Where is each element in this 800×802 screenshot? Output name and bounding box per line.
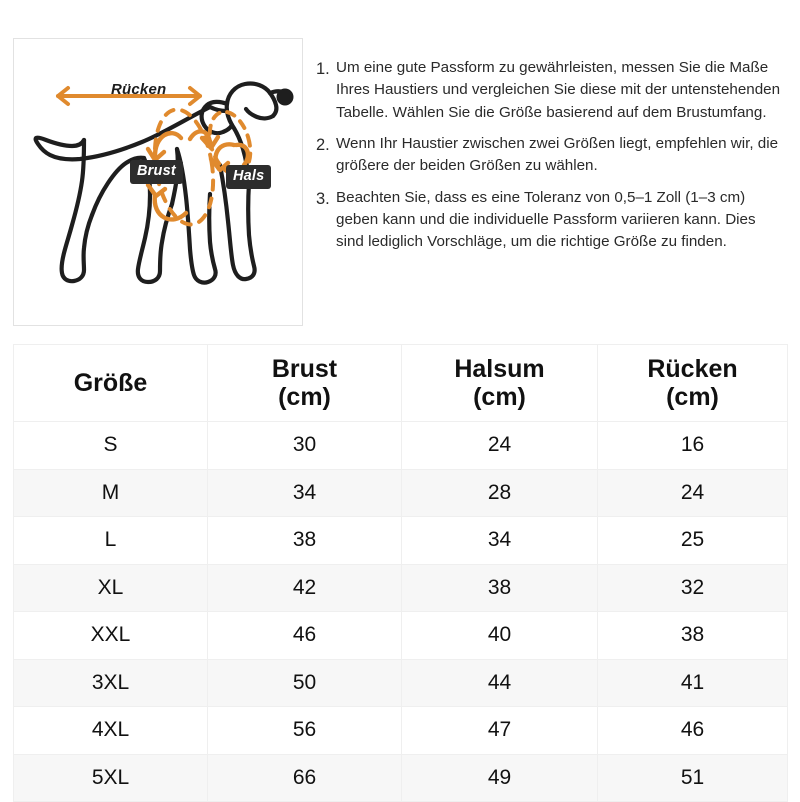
cell-chest: 66 (208, 754, 402, 802)
cell-neck: 44 (402, 659, 598, 707)
cell-back: 41 (598, 659, 788, 707)
table-row (14, 564, 788, 612)
cell-chest: 56 (208, 707, 402, 755)
instruction-text: Um eine gute Passform zu gewährleisten, messen Sie die Maße Ihres Haustiers und vergleichen Sie diese mit der untenstehenden Tabelle. Wählen Sie die Größe basierend auf dem Brustumfang. (336, 59, 781, 121)
table-row (14, 612, 788, 660)
cell-neck: 40 (402, 612, 598, 660)
instruction-number: 1. (316, 60, 330, 78)
column-header-back-line1: Rücken (647, 355, 738, 383)
instruction-number: 3. (316, 189, 330, 208)
dog-measurement-diagram (13, 38, 303, 326)
cell-chest: 46 (208, 612, 402, 660)
column-header-neck (402, 345, 598, 422)
cell-chest: 30 (208, 422, 402, 470)
table-row (14, 707, 788, 755)
cell-size: XL (14, 564, 208, 612)
top-section (0, 0, 800, 338)
instruction-item (316, 187, 786, 254)
cell-size: 5XL (14, 754, 208, 802)
cell-size: 3XL (14, 659, 208, 707)
cell-chest: 50 (208, 659, 402, 707)
cell-size: L (14, 517, 208, 565)
cell-size: M (14, 469, 208, 517)
back-measure-label: Rücken (111, 81, 167, 98)
cell-chest: 42 (208, 564, 402, 612)
cell-back: 32 (598, 564, 788, 612)
column-header-back-unit: (cm) (666, 383, 719, 411)
chest-measure-label: Brust (130, 160, 183, 184)
table-row (14, 754, 788, 802)
table-header (14, 345, 788, 422)
table-row (14, 469, 788, 517)
cell-back: 25 (598, 517, 788, 565)
column-header-chest (208, 345, 402, 422)
sizing-instructions-list (316, 57, 786, 263)
cell-neck: 24 (402, 422, 598, 470)
cell-back: 38 (598, 612, 788, 660)
cell-back: 24 (598, 469, 788, 517)
instruction-number: 2. (316, 136, 330, 155)
instruction-item (316, 57, 786, 124)
column-header-chest-line1: Brust (271, 355, 338, 383)
cell-size: 4XL (14, 707, 208, 755)
instruction-text: Beachten Sie, dass es eine Toleranz von 0,5–1 Zoll (1–3 cm) geben kann und die individuelle Passform variieren kann. Dies sind lediglich Vorschläge, um die richtige Größe zu finden. (336, 188, 756, 251)
table-header-row (14, 345, 788, 422)
dog-nose (277, 89, 294, 106)
table-row (14, 422, 788, 470)
column-header-size-line1: Größe (73, 369, 148, 397)
cell-chest: 34 (208, 469, 402, 517)
cell-back: 16 (598, 422, 788, 470)
cell-size: S (14, 422, 208, 470)
size-chart-table (13, 344, 788, 802)
column-header-neck-unit: (cm) (473, 383, 526, 411)
cell-size: XXL (14, 612, 208, 660)
column-header-neck-line1: Halsum (454, 355, 545, 383)
column-header-chest-unit: (cm) (278, 383, 331, 411)
cell-neck: 47 (402, 707, 598, 755)
cell-neck: 34 (402, 517, 598, 565)
column-header-size (14, 345, 208, 422)
cell-neck: 38 (402, 564, 598, 612)
neck-measure-label: Hals (226, 165, 271, 189)
cell-chest: 38 (208, 517, 402, 565)
table-row (14, 517, 788, 565)
cell-back: 51 (598, 754, 788, 802)
instruction-item (316, 133, 786, 178)
column-header-back (598, 345, 788, 422)
cell-neck: 49 (402, 754, 598, 802)
cell-back: 46 (598, 707, 788, 755)
instruction-text: Wenn Ihr Haustier zwischen zwei Größen liegt, empfehlen wir, die größere der beiden Größen zu wählen. (336, 135, 779, 175)
table-row (14, 659, 788, 707)
table-body (14, 422, 788, 802)
cell-neck: 28 (402, 469, 598, 517)
